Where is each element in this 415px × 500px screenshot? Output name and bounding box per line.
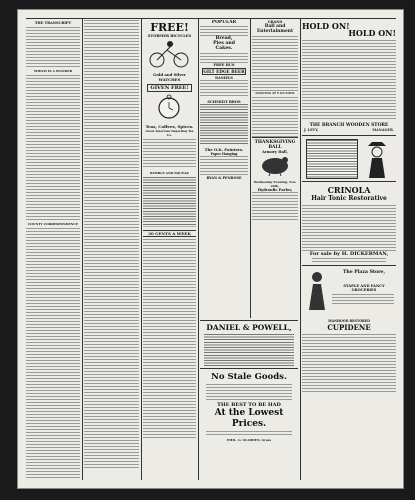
text-block <box>143 177 196 227</box>
hat-figure-illustration <box>364 140 390 178</box>
bread-label: Bread, <box>215 36 233 41</box>
teas-heading: Teas, Coffees, Spices. <box>145 124 194 129</box>
text-block <box>200 53 248 63</box>
text-block <box>252 192 298 222</box>
text-block <box>302 40 396 120</box>
text-block <box>252 36 298 91</box>
cupidene-heading: CUPIDENE <box>327 323 371 332</box>
column-5 <box>252 20 298 318</box>
cakes-label: Cakes. <box>215 46 233 51</box>
popular-heading: POPULAR <box>211 20 237 25</box>
stormer-bicycles: STORMER BICYCLES <box>147 34 192 38</box>
column-rule <box>141 18 142 480</box>
text-block <box>26 228 80 478</box>
staple-groceries: STAPLE AND FANCY GROCERIES <box>343 284 385 292</box>
text-block <box>200 80 248 98</box>
text-block <box>26 75 80 220</box>
section-heading: COUNTY CORRESPONDENCE <box>27 222 79 227</box>
free-bus: FREE BUS <box>213 63 235 67</box>
best-to-be-had: THE BEST TO BE HAD <box>217 402 281 408</box>
armory-hall: Armory Hall, <box>262 150 288 154</box>
dancing-time: DANCING AT 9 O'CLOCK <box>255 91 295 95</box>
bottom-address: EMIL. G. SCADDEN, Grass <box>226 438 272 442</box>
column-2 <box>84 20 139 478</box>
column-3 <box>143 20 196 478</box>
column-rule <box>250 18 251 318</box>
schmidt-bros: SCHMIDT BROS <box>207 100 241 104</box>
grand-label: GRAND <box>267 20 283 24</box>
tea-company: Great American Importing Tea Co. <box>145 129 194 137</box>
crinola-heading: CRINOLA <box>327 185 371 195</box>
text-block <box>252 97 298 137</box>
subhead: WHICH IS A WONDER <box>34 69 72 74</box>
daniel-powell: DANIEL & POWELL, <box>206 323 292 332</box>
ryan-penrose: RYAN & PENROSE <box>206 176 242 180</box>
dance-date: Wednesday Evening, Nov. 24th, <box>253 180 297 188</box>
paper-hanging: Paper Hanging <box>210 152 238 156</box>
woman-figure-illustration <box>304 270 330 310</box>
gilt-edge-beer: GILT EDGE BEER <box>203 69 245 74</box>
manager-name: J. LEVY, <box>304 128 319 132</box>
watches-heading: Gold and Silver WATCHES <box>153 72 186 82</box>
daniels-label: DANIELS <box>215 76 233 80</box>
dickerman: For sale by H. DICKERMAN, <box>309 251 389 257</box>
text-block <box>206 384 292 400</box>
plaza-ad <box>302 265 396 316</box>
hydraulic-parlor: Hydraulic Parlor, <box>257 188 293 192</box>
column-rule <box>300 18 301 480</box>
manager-title: MANAGER. <box>372 128 394 132</box>
manhood-restored: MANHOOD RESTORED <box>328 319 370 323</box>
text-block <box>312 258 386 262</box>
column-4 <box>200 20 248 318</box>
thanksgiving-ball: THANKSGIVING BALL <box>252 137 298 150</box>
stationery-ad <box>306 139 358 179</box>
hold-on-right: HOLD ON! <box>348 28 396 38</box>
hold-on-left: HOLD ON! <box>302 21 350 31</box>
pies-label: Pies and <box>213 41 235 46</box>
ad-block-stationery <box>302 135 396 182</box>
text-block <box>200 156 248 176</box>
text-block <box>332 294 394 306</box>
plaza-store: The Plaza Store, <box>342 270 386 275</box>
text-block <box>206 431 292 437</box>
text-block <box>200 26 248 36</box>
newspaper-page <box>18 10 403 488</box>
hold-on-row <box>302 20 396 38</box>
text-block <box>26 27 80 67</box>
ball-heading: Ball and Entertainment <box>256 24 294 34</box>
free-heading: FREE! <box>150 21 189 34</box>
hair-tonic: Hair Tonic Restorative <box>311 195 387 202</box>
turkey-illustration <box>252 154 298 176</box>
bicycle-illustration <box>143 38 196 68</box>
text-block <box>302 205 396 251</box>
cents-a-week: 30 CENTS A WEEK <box>143 230 196 237</box>
no-stale-goods: No Stale Goods. <box>200 368 298 382</box>
branch-store: THE BRANCH WOODEN STORE <box>309 123 389 128</box>
text-block <box>143 139 196 169</box>
bottom-ads <box>200 320 298 478</box>
ok-painters: The O.K. Painters. <box>204 147 244 152</box>
column-rule <box>82 18 83 480</box>
bubble-heading: BUBBLE AND SQUEAK <box>150 171 189 175</box>
text-block <box>302 334 396 394</box>
masthead: THE TRANSCRIPT <box>34 21 72 25</box>
text-block <box>204 334 294 366</box>
top-rule <box>26 18 396 19</box>
text-block <box>143 239 196 439</box>
column-6 <box>302 20 396 478</box>
lowest-prices: At the Lowest Prices. <box>214 408 284 429</box>
manager-row <box>302 128 396 135</box>
given-free-banner: GIVEN FREE! <box>147 84 192 92</box>
text-block <box>200 104 248 144</box>
text-block <box>84 20 139 470</box>
watch-illustration <box>143 94 196 120</box>
column-1 <box>26 20 80 478</box>
column-rule <box>198 18 199 480</box>
